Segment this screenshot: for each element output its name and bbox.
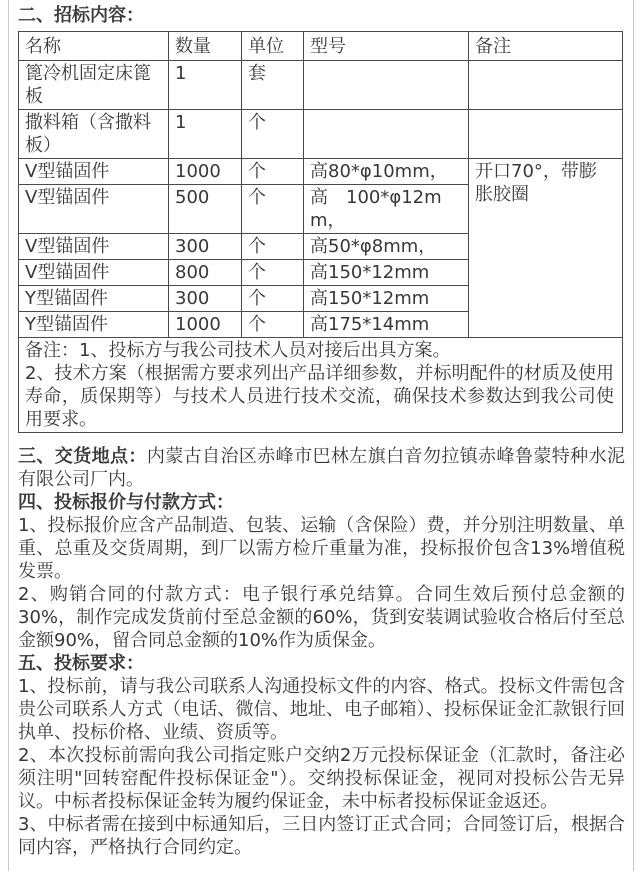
footnote-line-2: 2、技术方案（根据需方要求列出产品详细参数，并标明配件的材质及使用寿命，质保期等）与技术人员进行技术交流，确保技术参数达到我公司使用要求。 <box>25 363 614 430</box>
unit-cell: 个 <box>242 159 304 185</box>
section2-heading: 二、招标内容： <box>18 5 144 26</box>
remark-cell <box>469 61 623 110</box>
section3-paragraph <box>18 445 625 491</box>
qty-cell: 1 <box>169 110 242 159</box>
unit-cell: 套 <box>242 61 304 110</box>
merged-remark-cell: 开口70°，带膨胀胶圈 <box>469 159 623 338</box>
name-cell: V型锚固件 <box>19 185 169 234</box>
column-header-unit: 单位 <box>242 32 304 61</box>
name-cell: 篦冷机固定床篦板 <box>19 61 169 110</box>
column-header-name: 名称 <box>19 32 169 61</box>
qty-cell: 1000 <box>169 159 242 185</box>
section4-paragraph-2: 2、购销合同的付款方式：电子银行承兑结算。合同生效后预付总金额的30%，制作完成发货前付至总金额的60%，货到安装调试验收合格后付至总金额90%，留合同总金额的10%作为质保金。 <box>18 584 625 651</box>
unit-cell: 个 <box>242 110 304 159</box>
unit-cell: 个 <box>242 260 304 286</box>
qty-cell: 500 <box>169 185 242 234</box>
name-cell: V型锚固件 <box>19 260 169 286</box>
name-cell: Y型锚固件 <box>19 312 169 338</box>
name-cell: V型锚固件 <box>19 234 169 260</box>
section5-heading: 五、投标要求： <box>18 653 144 674</box>
qty-cell: 1000 <box>169 312 242 338</box>
model-cell: 高175*14mm <box>304 312 469 338</box>
name-cell: V型锚固件 <box>19 159 169 185</box>
unit-cell: 个 <box>242 312 304 338</box>
unit-cell: 个 <box>242 185 304 234</box>
name-cell: Y型锚固件 <box>19 286 169 312</box>
model-cell: 高150*12mm <box>304 286 469 312</box>
qty-cell: 300 <box>169 234 242 260</box>
table-header-row <box>19 32 623 61</box>
footnote-cell <box>19 338 623 433</box>
qty-cell: 300 <box>169 286 242 312</box>
unit-cell: 个 <box>242 234 304 260</box>
document-page <box>8 0 634 871</box>
model-cell: 高50*φ8mm， <box>304 234 469 260</box>
name-cell: 撒料箱（含撒料板） <box>19 110 169 159</box>
unit-cell: 个 <box>242 286 304 312</box>
table-footnote-row <box>19 338 623 433</box>
table-row <box>19 110 623 159</box>
column-header-qty: 数量 <box>169 32 242 61</box>
column-header-model: 型号 <box>304 32 469 61</box>
section4-heading: 四、投标报价与付款方式： <box>18 492 234 513</box>
qty-cell: 800 <box>169 260 242 286</box>
model-cell: 高80*φ10mm， <box>304 159 469 185</box>
footnote-line-1: 备注：1、投标方与我公司技术人员对接后出具方案。 <box>25 340 451 361</box>
section3-text: 内蒙古自治区赤峰市巴林左旗白音勿拉镇赤峰鲁蒙特种水泥有限公司厂内。 <box>18 446 625 490</box>
section4-paragraph-1: 1、投标报价应含产品制造、包装、运输（含保险）费，并分别注明数量、单重、总重及交货周期，到厂以需方检斤重量为准，投标报价包含13%增值税发票。 <box>18 515 625 582</box>
remark-cell <box>469 110 623 159</box>
section3-heading: 三、交货地点： <box>18 446 147 467</box>
section5-paragraph-2: 2、本次投标前需向我公司指定账户交纳2万元投标保证金（汇款时，备注必须注明"回转窑配件投标保证金"）。交纳投标保证金，视同对投标公告无异议。中标者投标保证金转为履约保证金，未中标者投标保证金返还。 <box>18 745 625 812</box>
model-cell <box>304 110 469 159</box>
table-row <box>19 159 623 185</box>
qty-cell: 1 <box>169 61 242 110</box>
model-cell: 高 100*φ12mm， <box>304 185 469 234</box>
table-row <box>19 61 623 110</box>
model-cell <box>304 61 469 110</box>
column-header-remark: 备注 <box>469 32 623 61</box>
model-cell: 高150*12mm <box>304 260 469 286</box>
section5-paragraph-1: 1、投标前，请与我公司联系人沟通投标文件的内容、格式。投标文件需包含贵公司联系人方式（电话、微信、地址、电子邮箱）、投标保证金汇款银行回执单、投标价格、业绩、资质等。 <box>18 676 625 743</box>
tender-items-table <box>18 31 623 433</box>
section5-paragraph-3: 3、中标者需在接到中标通知后，三日内签订正式合同；合同签订后，根据合同内容，严格执行合同约定。 <box>18 814 625 858</box>
